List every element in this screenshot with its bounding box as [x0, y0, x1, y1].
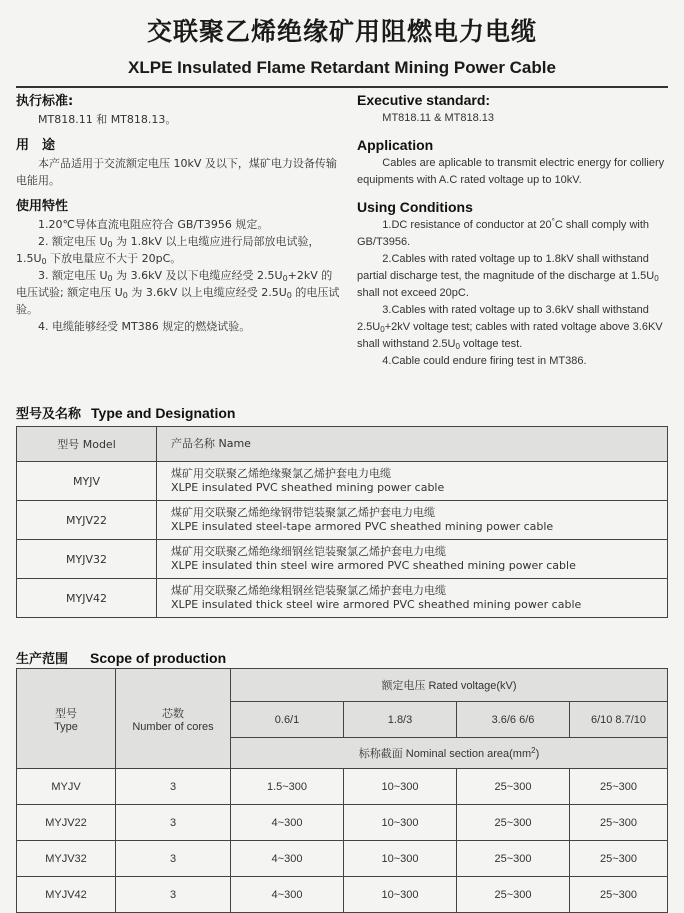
range-cell: 25~300: [457, 877, 570, 913]
title-divider: [16, 86, 668, 88]
voltage-cell: 0.6/1: [231, 702, 344, 738]
page-title-cn: 交联聚乙烯绝缘矿用阻燃电力电缆: [146, 17, 537, 46]
application-heading-en: Application: [357, 137, 434, 153]
scope-section-title: 生产范围 Scope of production: [16, 650, 227, 667]
range-cell: 25~300: [570, 877, 668, 913]
name-cell: 煤矿用交联聚乙烯绝缘粗钢丝铠装聚氯乙烯护套电力电缆 XLPE insulated thick steel wire armored PVC sheathed mining power cable: [157, 579, 668, 618]
header-name: 产品名称 Name: [157, 427, 668, 462]
table-row: [17, 841, 668, 877]
characteristics-heading-cn: 使用特性: [16, 199, 69, 214]
type-header: 型号 Type: [17, 669, 116, 769]
type-cell: MYJV22: [17, 805, 116, 841]
name-cell: 煤矿用交联聚乙烯绝缘细钢丝铠装聚氯乙烯护套电力电缆 XLPE insulated thin steel wire armored PVC sheathed mining power cable: [157, 540, 668, 579]
model-cell: MYJV: [17, 462, 157, 501]
nominal-area-header: 标称截面 Nominal section $area(mm^2)$: [231, 738, 668, 769]
standard-heading-cn: 执行标准:: [16, 94, 74, 109]
name-cell: 煤矿用交联聚乙烯绝缘钢带铠装聚氯乙烯护套电力电缆 XLPE insulated steel-tape armored PVC sheathed mining power cable: [157, 501, 668, 540]
characteristic-4-cn: 4. 电缆能够经受 MT386 规定的燃烧试验。: [38, 320, 251, 333]
cores-cell: 3: [116, 877, 231, 913]
cores-cell: 3: [116, 805, 231, 841]
application-heading-cn: 用 途: [16, 138, 56, 153]
name-cell: 煤矿用交联聚乙烯绝缘聚氯乙烯护套电力电缆 XLPE insulated PVC sheathed mining power cable: [157, 462, 668, 501]
range-cell: 25~300: [570, 805, 668, 841]
model-cell: MYJV22: [17, 501, 157, 540]
cores-header: 芯数 Number of cores: [116, 669, 231, 769]
header-model: 型号 Model: [17, 427, 157, 462]
range-cell: 25~300: [570, 841, 668, 877]
conditions-heading-en: Using Conditions: [357, 199, 473, 215]
range-cell: 25~300: [457, 841, 570, 877]
table-header-row: [17, 427, 668, 462]
table-row: [17, 501, 668, 540]
voltage-cell: 3.6/6 6/6: [457, 702, 570, 738]
table-row: [17, 877, 668, 913]
condition-1-en: 1.DC resistance of conductor at 20°C shall comply with GB/T3956.: [357, 217, 650, 248]
model-cell: MYJV42: [17, 579, 157, 618]
voltage-cell: 1.8/3: [344, 702, 457, 738]
range-cell: 10~300: [344, 841, 457, 877]
table-row: [17, 579, 668, 618]
left-column: [16, 92, 341, 335]
condition-3-en: 3.Cables with rated voltage up to 3.6kV shall withstand $2.5U_0+2kV$ voltage test; cables with rated voltage above 3.6KV shall withstand $2.5U_0$ voltage test.: [357, 304, 663, 351]
range-cell: 10~300: [344, 877, 457, 913]
model-cell: MYJV32: [17, 540, 157, 579]
rated-voltage-header: 额定电压 Rated voltage(kV): [231, 669, 668, 702]
application-text-cn: 本产品适用于交流额定电压 10kV 及以下，煤矿电力设备传输电能用。: [16, 157, 337, 187]
cores-cell: 3: [116, 769, 231, 805]
range-cell: 25~300: [457, 769, 570, 805]
range-cell: 1.5~300: [231, 769, 344, 805]
characteristic-2-cn: 2. 额定电压 $U_0$ 为 1.8kV 以上电缆应进行局部放电试验，$1.5U_0$ 下放电量应不大于 20pC。: [16, 235, 320, 266]
type-section-title: 型号及名称 Type and Designation: [16, 405, 236, 422]
cores-cell: 3: [116, 841, 231, 877]
table-row: [17, 462, 668, 501]
standard-heading-en: Executive standard:: [357, 92, 491, 108]
table-row: [17, 540, 668, 579]
condition-2-en: 2.Cables with rated voltage up to 1.8kV shall withstand partial discharge test, the magnitude of the discharge at $1.5U_0$ shall not exceed 20pC.: [357, 253, 659, 299]
voltage-cell: 6/10 8.7/10: [570, 702, 668, 738]
range-cell: 25~300: [457, 805, 570, 841]
standard-text-en: MT818.11 & MT818.13: [382, 112, 494, 124]
page-title-en: XLPE Insulated Flame Retardant Mining Power Cable: [128, 58, 556, 77]
application-text-en: Cables are aplicable to transmit electric energy for colliery equipments with A.C rated voltage up to 10kV.: [357, 157, 665, 186]
range-cell: 10~300: [344, 769, 457, 805]
range-cell: 4~300: [231, 841, 344, 877]
scope-header-row: [17, 669, 668, 702]
type-cell: MYJV: [17, 769, 116, 805]
range-cell: 10~300: [344, 805, 457, 841]
condition-4-en: 4.Cable could endure firing test in MT386.: [382, 355, 587, 367]
range-cell: 4~300: [231, 877, 344, 913]
type-cell: MYJV32: [17, 841, 116, 877]
characteristic-1-cn: 1.20℃导体直流电阻应符合 GB/T3956 规定。: [38, 218, 269, 231]
characteristic-3-cn: 3. 额定电压 $U_0$ 为 3.6kV 及以下电缆应经受 $2.5U_0+2kV$ 的电压试验; 额定电压 $U_0$ 为 3.6kV 以上电缆应经受 $2.5U_0$ 的电压试验。: [16, 269, 340, 316]
scope-production-table: [16, 668, 668, 913]
range-cell: 4~300: [231, 805, 344, 841]
right-column: [357, 90, 675, 370]
type-designation-table: [16, 426, 668, 618]
standard-text-cn: MT818.11 和 MT818.13。: [38, 113, 177, 126]
type-cell: MYJV42: [17, 877, 116, 913]
table-row: [17, 805, 668, 841]
range-cell: 25~300: [570, 769, 668, 805]
table-row: [17, 769, 668, 805]
